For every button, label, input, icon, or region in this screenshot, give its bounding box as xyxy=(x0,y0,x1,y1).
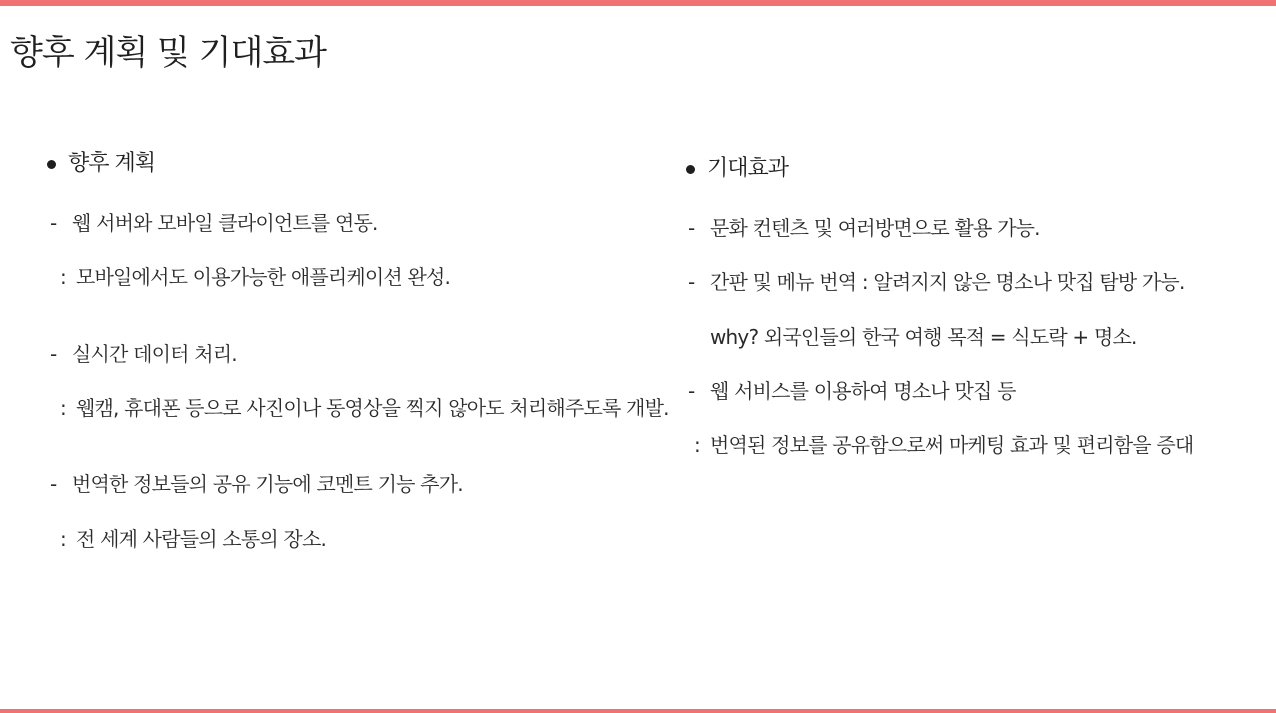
left-line-3 xyxy=(50,341,237,367)
line-text: why? 외국인들의 한국 여행 목적 = 식도락 + 명소. xyxy=(710,325,1137,349)
line-marker: : xyxy=(60,265,66,289)
line-text: 번역된 정보를 공유함으로써 마케팅 효과 및 편리함을 증대 xyxy=(710,433,1194,457)
line-marker: - xyxy=(688,216,695,240)
right-line-2 xyxy=(688,269,1185,295)
line-marker: : xyxy=(694,433,700,457)
bottom-accent-bar xyxy=(0,709,1276,713)
bullet-dot-left xyxy=(47,160,56,169)
line-text: 전 세계 사람들의 소통의 장소. xyxy=(76,527,327,551)
line-text: 웹 서비스를 이용하여 명소나 맛집 등 xyxy=(710,379,1016,403)
line-marker: : xyxy=(60,527,66,551)
left-line-4 xyxy=(60,395,669,421)
right-line-1 xyxy=(688,215,1040,241)
bullet-dot-right xyxy=(686,165,695,174)
line-marker: - xyxy=(688,270,695,294)
right-line-4 xyxy=(688,378,1016,404)
left-line-5 xyxy=(50,471,463,497)
line-marker: : xyxy=(60,396,66,420)
top-accent-bar xyxy=(0,0,1276,6)
line-text: 모바일에서도 이용가능한 애플리케이션 완성. xyxy=(76,265,451,289)
line-marker: - xyxy=(688,379,695,403)
right-line-3 xyxy=(688,324,1137,350)
line-text: 웹캠, 휴대폰 등으로 사진이나 동영상을 찍지 않아도 처리해주도록 개발. xyxy=(76,396,669,420)
right-section-heading: 기대효과 xyxy=(707,156,789,181)
line-text: 간판 및 메뉴 번역 : 알려지지 않은 명소나 맛집 탐방 가능. xyxy=(710,270,1185,294)
left-line-6 xyxy=(60,526,326,552)
line-marker: - xyxy=(50,342,57,366)
left-line-1 xyxy=(50,210,378,236)
line-text: 실시간 데이터 처리. xyxy=(72,342,237,366)
left-line-2 xyxy=(60,264,450,290)
line-text: 문화 컨텐츠 및 여러방면으로 활용 가능. xyxy=(710,216,1040,240)
line-marker: - xyxy=(50,472,57,496)
line-text: 웹 서버와 모바일 클라이언트를 연동. xyxy=(72,211,378,235)
left-section-heading: 향후 계획 xyxy=(68,151,156,176)
line-text: 번역한 정보들의 공유 기능에 코멘트 기능 추가. xyxy=(72,472,463,496)
line-marker: - xyxy=(50,211,57,235)
page-title: 향후 계획 및 기대효과 xyxy=(10,33,327,73)
right-line-5 xyxy=(694,432,1193,458)
